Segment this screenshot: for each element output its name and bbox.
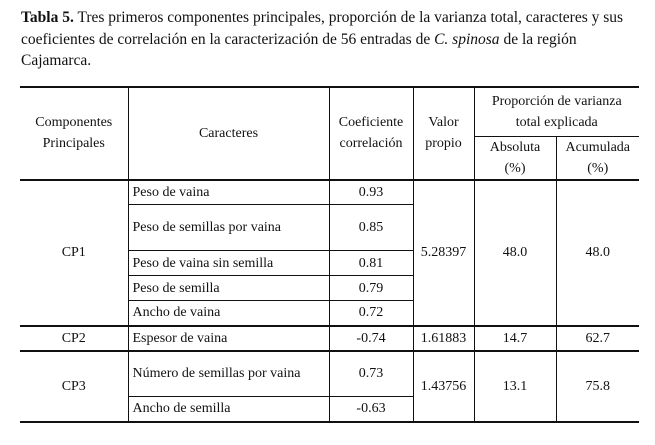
character-cell: Peso de semillas por vaina [128, 205, 329, 251]
character-cell: Ancho de vaina [128, 301, 329, 326]
cumulative-cell: 62.7 [585, 330, 610, 346]
header-eigenvalue: Valor propio [413, 87, 474, 180]
character-cell: Peso de vaina sin semilla [128, 251, 329, 276]
caption-text-end: de la región Cajamarca. [21, 30, 577, 69]
table-body [20, 180, 639, 422]
header-variance: Proporción de varianza total explicada [474, 87, 639, 136]
header-cumulative: Acumulada (%) [556, 136, 639, 180]
caption-text: Tres primeros componentes principales, proporción de la varianza total, caracteres y sus coeficientes de correlación en la caracterización de 56 entradas de [21, 9, 624, 48]
header-characters: Caracteres [128, 87, 329, 180]
caption-species: C. spinosa [434, 30, 500, 48]
coefficient-cell: 0.79 [329, 276, 413, 301]
caption-label: Tabla 5. [21, 9, 74, 26]
absolute-cell: 13.1 [474, 351, 556, 422]
character-cell: Ancho de semilla [128, 397, 329, 422]
coefficient-cell: 0.72 [329, 301, 413, 326]
character-cell: Peso de semilla [128, 276, 329, 301]
character-cell: Peso de vaina [128, 180, 329, 205]
component-cell: CP3 [20, 351, 128, 422]
component-cell: CP2 [20, 326, 128, 351]
table-row [20, 326, 639, 351]
table-caption [21, 7, 643, 72]
character-cell: Espesor de vaina [128, 326, 329, 351]
eigenvalue-cell: 1.61883 [413, 326, 474, 351]
coefficient-cell: 0.93 [329, 180, 413, 205]
header-absolute: Absoluta (%) [474, 136, 556, 180]
header-components: Componentes Principales [20, 87, 128, 180]
character-cell: Número de semillas por vaina [128, 351, 329, 397]
header-coefficient: Coeficiente correlación [329, 87, 413, 180]
coefficient-cell: -0.63 [329, 397, 413, 422]
absolute-cell: 48.0 [474, 180, 556, 326]
component-cell: CP1 [20, 180, 128, 326]
eigenvalue-cell: 5.28397 [413, 180, 474, 326]
cumulative-cell: 48.0 [585, 245, 610, 260]
pca-table [20, 86, 639, 423]
cumulative-cell: 75.8 [585, 378, 610, 394]
coefficient-cell: 0.81 [329, 251, 413, 276]
absolute-cell: 14.7 [474, 326, 556, 351]
eigenvalue-cell: 1.43756 [413, 351, 474, 422]
table-row [20, 180, 639, 205]
coefficient-cell: -0.74 [329, 326, 413, 351]
table-row [20, 351, 639, 397]
coefficient-cell: 0.85 [329, 205, 413, 251]
coefficient-cell: 0.73 [329, 351, 413, 397]
